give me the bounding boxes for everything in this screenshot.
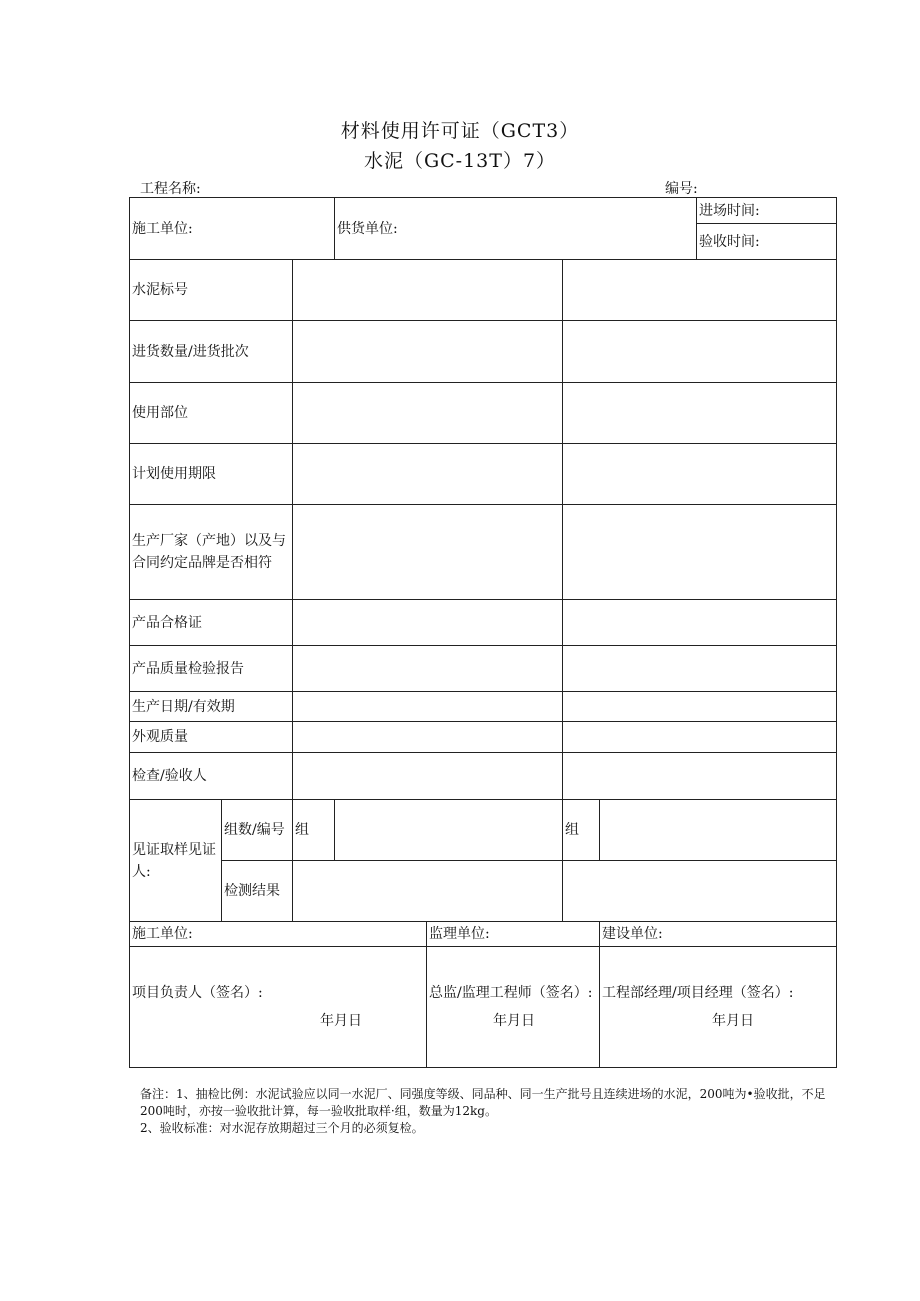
row-value-certificate-a[interactable] (293, 600, 563, 646)
row-value-inspector-a[interactable] (293, 753, 563, 800)
row-value-production-date-a[interactable] (293, 692, 563, 722)
group-value-1[interactable] (335, 800, 563, 861)
owner-date-label: 年月日 (712, 1013, 755, 1029)
note-line-2: 2、验收标准：对水泥存放期超过三个月的必须复检。 (140, 1121, 424, 1135)
page-subtitle: 水泥（GC-13T）7） (363, 150, 557, 172)
note-line-1: 备注：1、抽检比例：水泥试验应以同一水泥厂、同强度等级、同品种、同一生产批号且连续进场的水泥，200吨为•验收批，不足200吨时，亦按一验收批计算，每一验收批取样·组，数量为12kg。 (140, 1087, 826, 1118)
notes-section (140, 1086, 830, 1137)
row-label-production-date: 生产日期/有效期 (130, 692, 293, 722)
row-label-manufacturer: 生产厂家（产地）以及与合同约定品牌是否相符 (130, 505, 293, 600)
group-number-label: 组数/编号 (222, 800, 293, 861)
owner-sign-label: 工程部经理/项目经理（签名）: (602, 985, 794, 1001)
row-value-usage-location-a[interactable] (293, 383, 563, 444)
group-unit-1: 组 (293, 800, 335, 861)
row-value-appearance-b[interactable] (563, 722, 837, 753)
sig-owner-unit-label: 建设单位: (600, 922, 837, 947)
construction-unit-cell: 施工单位: (130, 198, 335, 260)
row-label-usage-location: 使用部位 (130, 383, 293, 444)
row-value-quantity-batch-b[interactable] (563, 321, 837, 383)
test-result-value-b[interactable] (563, 861, 837, 922)
row-value-appearance-a[interactable] (293, 722, 563, 753)
supervision-sign-label: 总监/监理工程师（签名）: (429, 985, 593, 1001)
row-value-production-date-b[interactable] (563, 692, 837, 722)
row-value-usage-period-b[interactable] (563, 444, 837, 505)
row-value-quantity-batch-a[interactable] (293, 321, 563, 383)
row-label-usage-period: 计划使用期限 (130, 444, 293, 505)
sig-supervision-unit-label: 监理单位: (427, 922, 600, 947)
test-result-label: 检测结果 (222, 861, 293, 922)
construction-sign-label: 项目负责人（签名）: (132, 985, 263, 1001)
sig-construction-cell[interactable] (130, 947, 427, 1068)
witness-label: 见证取样见证人: (130, 800, 222, 922)
row-label-inspector: 检查/验收人 (130, 753, 293, 800)
row-value-manufacturer-b[interactable] (563, 505, 837, 600)
row-value-inspector-b[interactable] (563, 753, 837, 800)
construction-date-label: 年月日 (320, 1013, 362, 1029)
group-value-2[interactable] (600, 800, 837, 861)
row-value-usage-location-b[interactable] (563, 383, 837, 444)
group-unit-2: 组 (563, 800, 600, 861)
row-value-certificate-b[interactable] (563, 600, 837, 646)
row-label-certificate: 产品合格证 (130, 600, 293, 646)
entry-time-cell: 进场时间: (697, 198, 837, 224)
sig-owner-cell[interactable] (600, 947, 837, 1068)
project-name-label: 工程名称: (140, 181, 201, 197)
number-label: 编号: (665, 181, 698, 197)
row-label-quality-report: 产品质量检验报告 (130, 646, 293, 692)
row-value-quality-report-a[interactable] (293, 646, 563, 692)
row-label-appearance: 外观质量 (130, 722, 293, 753)
row-value-manufacturer-a[interactable] (293, 505, 563, 600)
permit-form-table (129, 197, 837, 1068)
sig-construction-unit-label: 施工单位: (130, 922, 427, 947)
row-value-quality-report-b[interactable] (563, 646, 837, 692)
acceptance-time-cell: 验收时间: (697, 224, 837, 260)
row-value-cement-grade-a[interactable] (293, 260, 563, 321)
supplier-unit-cell: 供货单位: (335, 198, 697, 260)
sig-supervision-cell[interactable] (427, 947, 600, 1068)
row-value-cement-grade-b[interactable] (563, 260, 837, 321)
page-title: 材料使用许可证（GCT3） (340, 120, 580, 142)
row-value-usage-period-a[interactable] (293, 444, 563, 505)
supervision-date-label: 年月日 (493, 1013, 535, 1029)
row-label-quantity-batch: 进货数量/进货批次 (130, 321, 293, 383)
row-label-cement-grade: 水泥标号 (130, 260, 293, 321)
test-result-value-a[interactable] (293, 861, 563, 922)
